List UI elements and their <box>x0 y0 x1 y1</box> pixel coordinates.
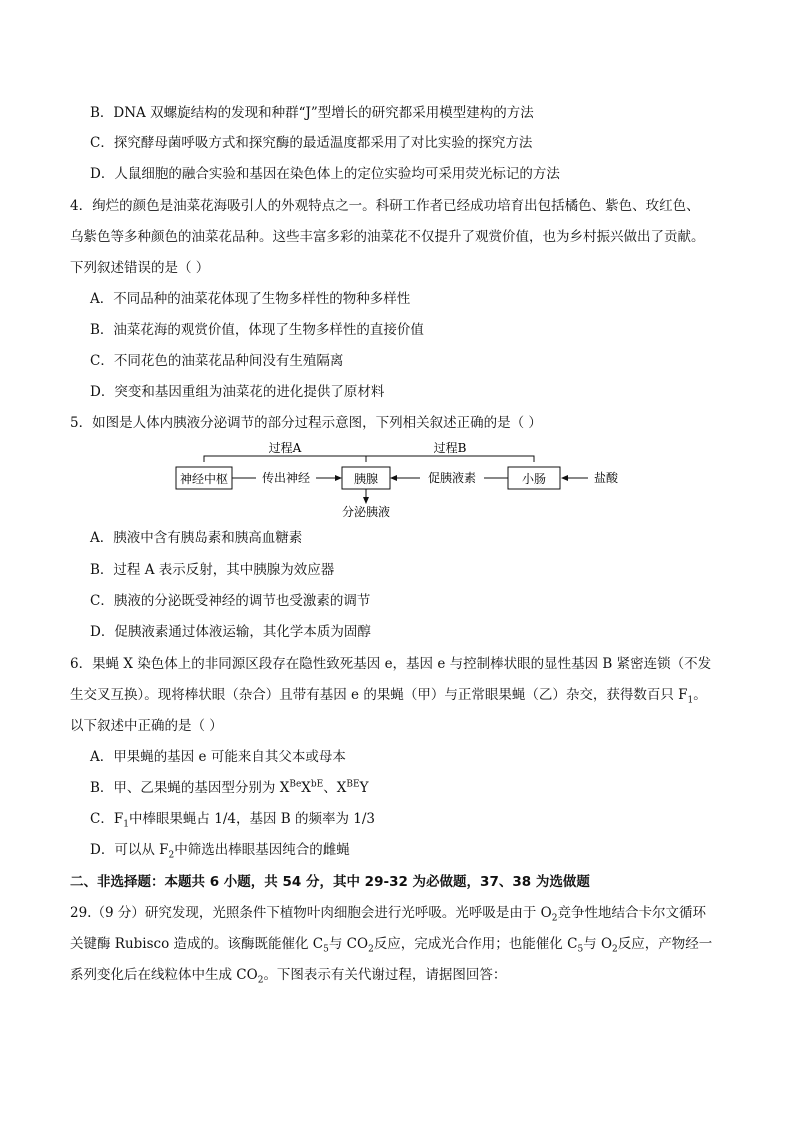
efferent-nerve-label: 传出神经 <box>261 471 311 485</box>
q4-option-c: C．不同花色的油菜花品种间没有生殖隔离 <box>90 353 344 369</box>
process-a-label: 过程A <box>268 441 302 455</box>
q5-stem: 5．如图是人体内胰液分泌调节的部分过程示意图，下列相关叙述正确的是（ ） <box>70 415 542 431</box>
q6-option-a: A．甲果蝇的基因 e 可能来自其父本或母本 <box>90 749 346 765</box>
q5-option-b: B．过程 A 表示反射，其中胰腺为效应器 <box>90 562 335 578</box>
secrete-pancreatic-juice-label: 分泌胰液 <box>341 505 391 518</box>
section-heading: 二、非选择题：本题共 6 小题，共 54 分，其中 29-32 为必做题，37、38 为选做题 <box>70 874 590 890</box>
arrow-head <box>363 497 369 504</box>
q6-option-d: D．可以从 $F_2$中筛选出棒眼基因纯合的雌蝇 <box>90 842 350 861</box>
arrow-head <box>561 475 568 481</box>
secretin-label: 促胰液素 <box>427 471 477 485</box>
q4-option-b: B．油菜花海的观赏价值，体现了生物多样性的直接价值 <box>90 322 424 338</box>
q5-option-c: C．胰液的分泌既受神经的调节也受激素的调节 <box>90 593 371 609</box>
pancreas-label: 胰腺 <box>353 472 379 486</box>
q3-option-c: C．探究酵母菌呼吸方式和探究酶的最适温度都采用了对比实验的探究方法 <box>90 135 533 151</box>
nerve-center-label: 神经中枢 <box>179 472 229 486</box>
q6-option-c: C．$F_1$中棒眼果蝇占 1/4，基因 B 的频率为 1/3 <box>90 811 375 830</box>
q4-stem-line2: 乌紫色等多种颜色的油菜花品种。这些丰富多彩的油菜花不仅提升了观赏价值，也为乡村振兴做出了贡献。 <box>70 229 705 245</box>
q6-stem-line3: 以下叙述中正确的是（ ） <box>70 718 223 734</box>
q29-line3: 系列变化后在线粒体中生成 $CO_2$。下图表示有关代谢过程，请据图回答： <box>70 967 507 986</box>
q5-option-a: A．胰液中含有胰岛素和胰高血糖素 <box>90 530 303 546</box>
q4-option-a: A．不同品种的油菜花体现了生物多样性的物种多样性 <box>90 291 411 307</box>
q5-option-d: D．促胰液素通过体液运输，其化学本质为固醇 <box>90 624 371 640</box>
q4-stem-line3: 下列叙述错误的是（ ） <box>70 260 210 276</box>
arrow-head <box>335 475 342 481</box>
hydrochloric-acid-label: 盐酸 <box>593 471 619 485</box>
q3-option-d: D．人鼠细胞的融合实验和基因在染色体上的定位实验均可采用荧光标记的方法 <box>90 166 560 182</box>
q5-diagram <box>0 438 794 518</box>
q6-option-b: B．甲、乙果蝇的基因型分别为 $X^{Be}X^{bE}$、$X^{BE}Y$ <box>90 779 369 796</box>
q3-option-b: B．DNA 双螺旋结构的发现和种群“J”型增长的研究都采用模型建构的方法 <box>90 105 534 121</box>
q4-stem-line1: 4．绚烂的颜色是油菜花海吸引人的外观特点之一。科研工作者已经成功培育出包括橘色、紫色、玫红色、 <box>70 198 700 214</box>
arrow-head <box>390 475 397 481</box>
q6-stem-line2: 生交叉互换）。现将棒状眼（杂合）且带有基因 e 的果蝇（甲）与正常眼果蝇（乙）杂交，获得数百只 $F_1$。 <box>70 687 707 706</box>
q4-option-d: D．突变和基因重组为油菜花的进化提供了原材料 <box>90 384 385 400</box>
q29-line1: 29.（9 分）研究发现，光照条件下植物叶肉细胞会进行光呼吸。光呼吸是由于 $O_2$竞争性地结合卡尔文循环 <box>70 905 706 924</box>
q6-stem-line1: 6．果蝇 X 染色体上的非同源区段存在隐性致死基因 e，基因 e 与控制棒状眼的显性基因 B 紧密连锁（不发 <box>70 656 712 672</box>
small-intestine-label: 小肠 <box>521 472 547 486</box>
process-b-label: 过程B <box>433 441 467 455</box>
q29-line2: 关键酶 Rubisco 造成的。该酶既能催化 $C_5$与 $CO_2$反应，完成光合作用；也能催化 $C_5$与 $O_2$反应，产物经一 <box>70 936 713 955</box>
